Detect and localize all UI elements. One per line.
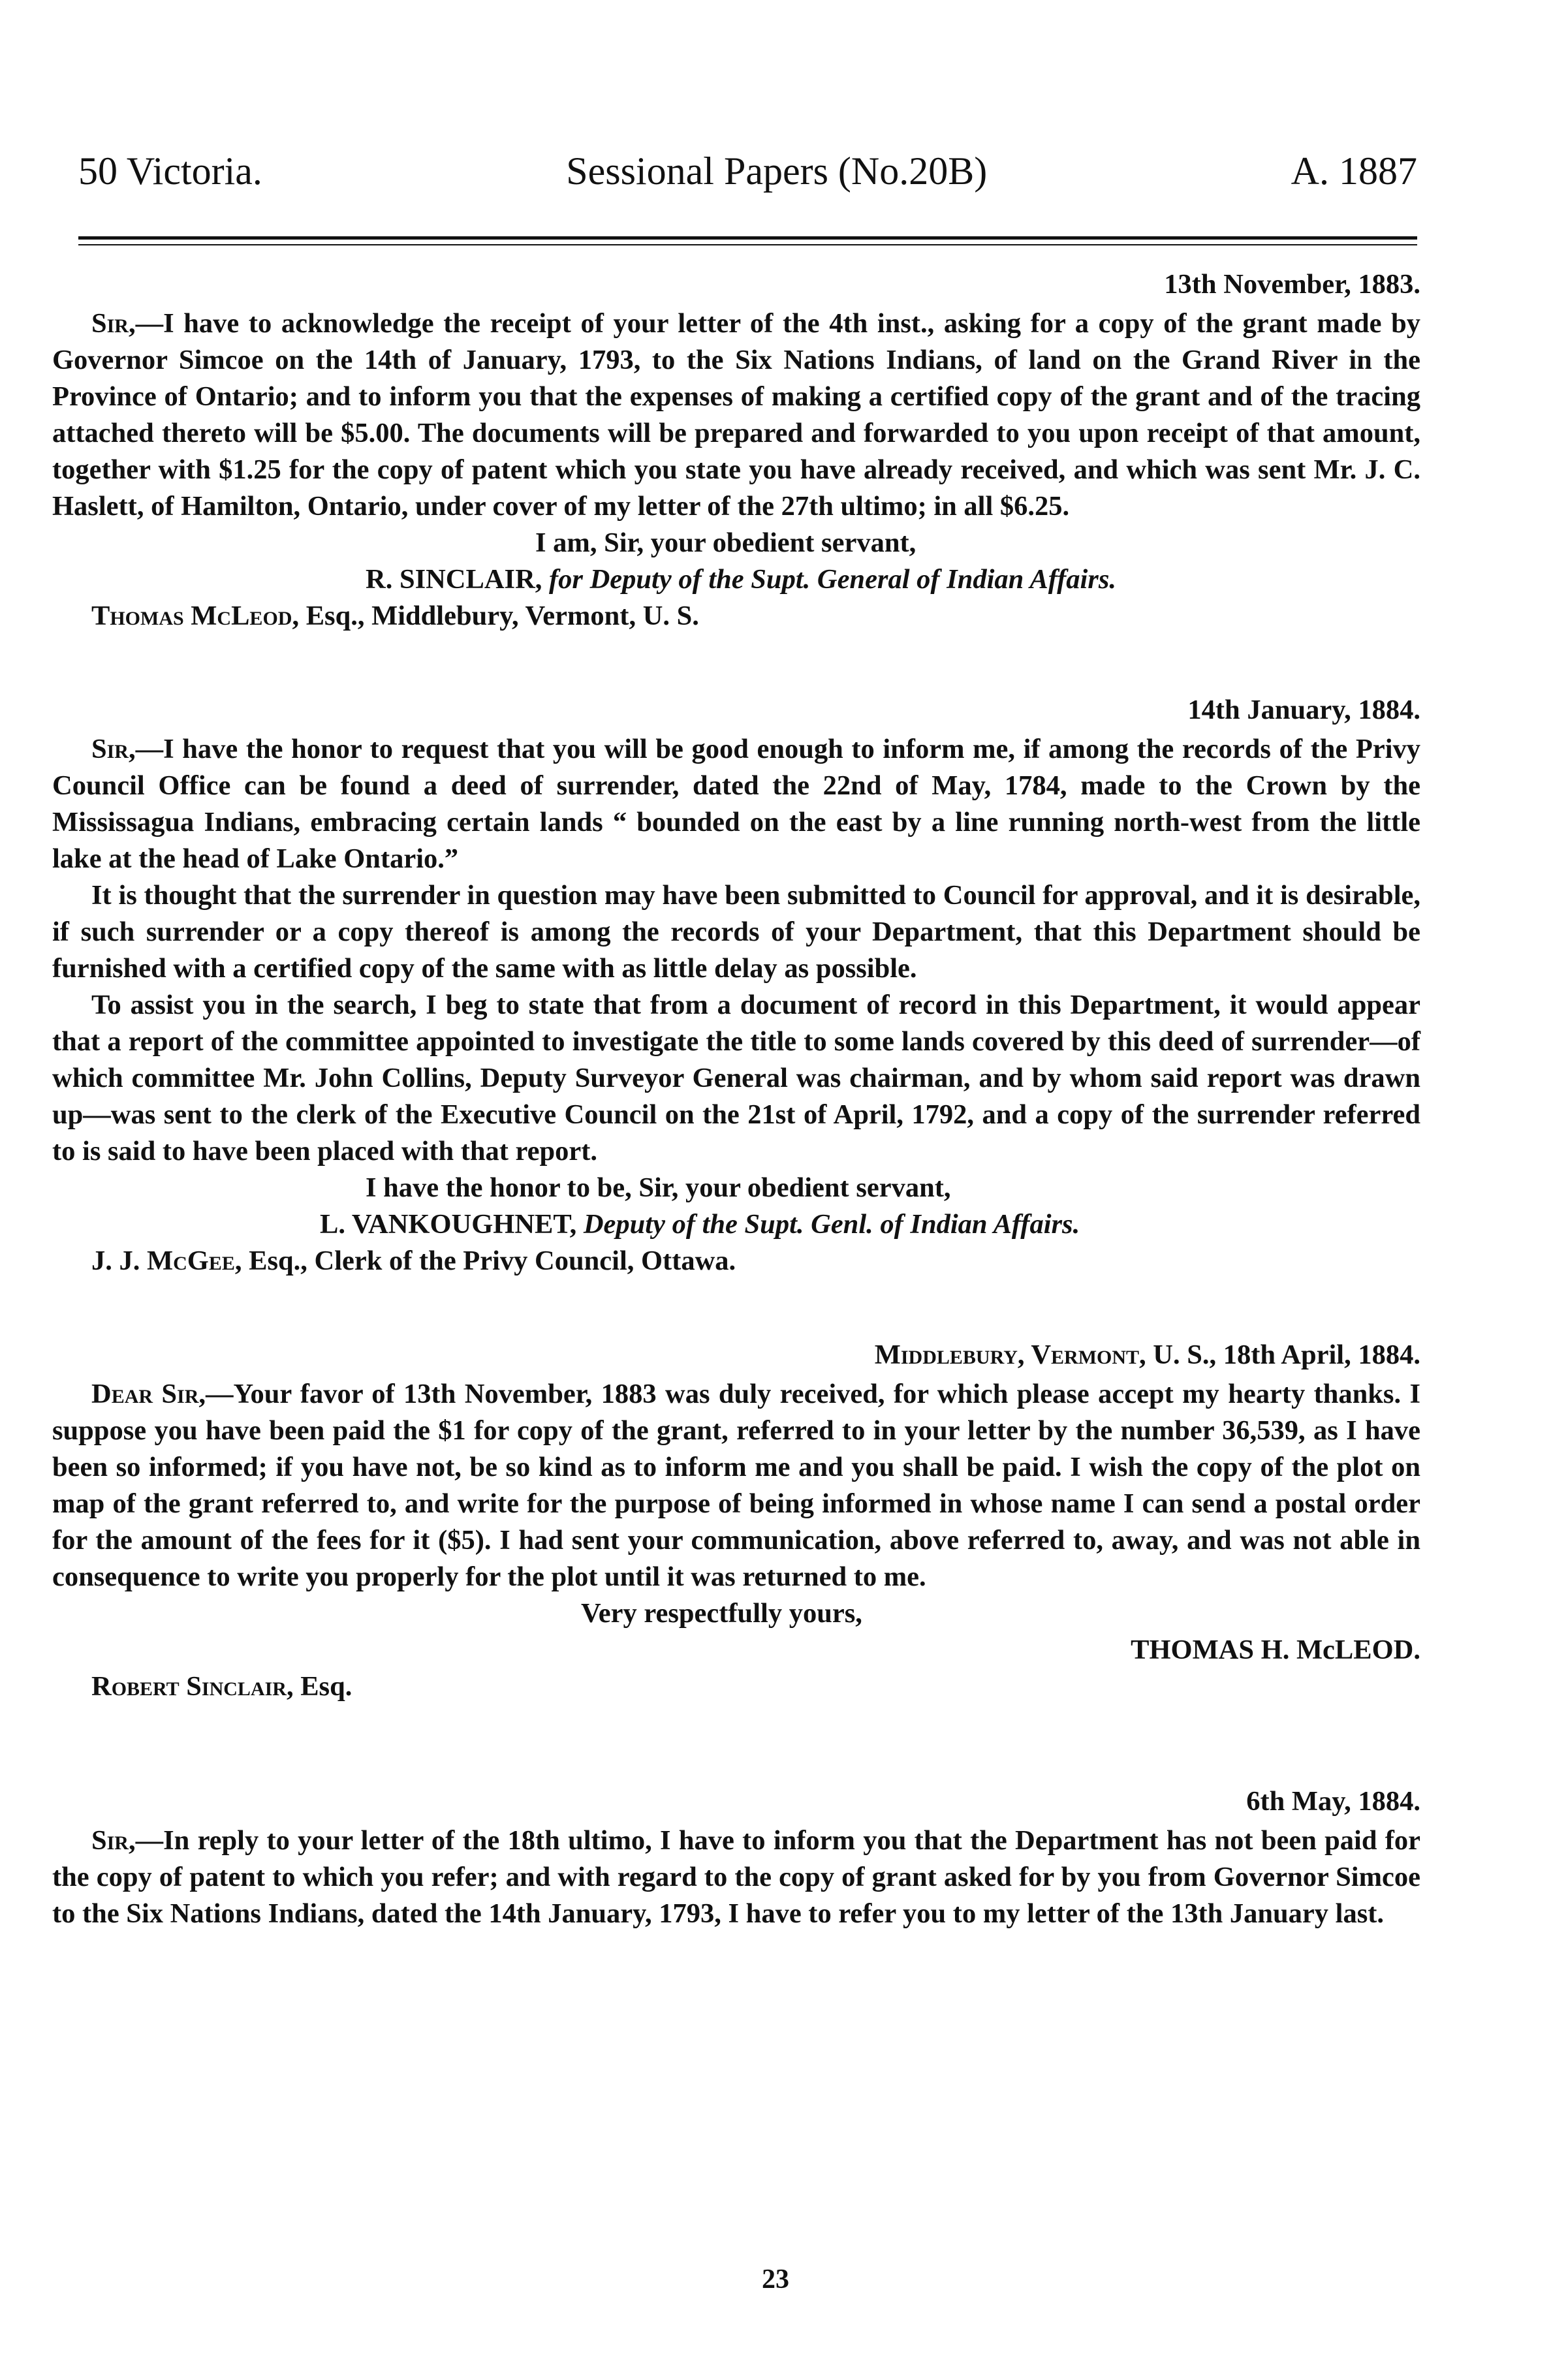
- letter-1-closing: I am, Sir, your obedient servant,: [535, 527, 916, 558]
- letter-3-text: —Your favor of 13th November, 1883 was duly received, for which please accept my hearty thanks. I suppose you have been paid the $1 for copy of the grant, referred to in your letter by the number 36,539, as I have been so informed; if you have not, be so kind as to inform me and you shall be paid. I wish the copy of the plot on map of the grant referred to, and write for the purpose of being informed in whose name I can send a postal order for the amount of the fees for it ($5). I had sent your communication, above referred to, away, and was not able in consequence to write you properly for the plot until it was returned to me.: [52, 1379, 1420, 1592]
- letter-1-signature: [52, 561, 1420, 598]
- signature-title: Deputy of the Supt. Genl. of Indian Affairs.: [583, 1209, 1080, 1240]
- letter-3-place: Middlebury, Vermont: [874, 1339, 1140, 1370]
- letter-3-addressee: [52, 1668, 1420, 1705]
- letter-2-date: 14th January, 1884.: [1187, 695, 1420, 725]
- page-number: 23: [762, 2264, 789, 2294]
- signature-name: R. SINCLAIR,: [366, 564, 542, 595]
- header-title: Sessional Papers (No.20B): [566, 149, 988, 193]
- letter-2-para-1: [52, 731, 1420, 877]
- letter-1-addressee: [52, 598, 1420, 634]
- addressee-address: , Esq., Clerk of the Privy Council, Ottawa.: [234, 1245, 736, 1276]
- letter-2-text-1: —I have the honor to request that you will be good enough to inform me, if among the records of the Privy Council Office can be found a deed of surrender, dated the 22nd of May, 1784, made to the Crown by the Mississagua Indians, embracing certain lands “ bounded on the east by a line running north-west from the little lake at the head of Lake Ontario.”: [52, 734, 1420, 874]
- header-year: A. 1887: [1291, 149, 1417, 193]
- salutation: Sir,: [91, 1825, 136, 1856]
- letter-3-date: , U. S., 18th April, 1884.: [1139, 1339, 1420, 1370]
- salutation: Sir,: [91, 734, 136, 764]
- letter-2-closing: I have the honor to be, Sir, your obedient servant,: [366, 1172, 951, 1203]
- salutation: Sir,: [91, 308, 136, 339]
- letter-3-body: [52, 1376, 1420, 1595]
- letter-4-body: [52, 1823, 1420, 1932]
- spacer: [52, 1705, 1420, 1783]
- addressee-name: J. J. McGee: [91, 1245, 235, 1276]
- letter-2-para-3: To assist you in the search, I beg to state that from a document of record in this Department, it would appear that a report of the committee appointed to investigate the title to some lands covered by this deed of surrender—of which committee Mr. John Collins, Deputy Surveyor General was chairman, and by whom said report was drawn up—was sent to the clerk of the Executive Council on the 21st of April, 1792, and a copy of the surrender referred to is said to have been placed with that report.: [52, 990, 1420, 1167]
- letter-1: [52, 266, 1420, 634]
- letter-2-signature: [52, 1206, 1420, 1243]
- letter-4: [52, 1783, 1420, 1932]
- letter-3: [52, 1337, 1420, 1705]
- document-body: [52, 266, 1420, 1932]
- spacer: [52, 634, 1420, 692]
- signature-name: L. VANKOUGHNET,: [320, 1209, 577, 1240]
- salutation: Dear Sir,: [91, 1379, 206, 1409]
- letter-1-body: [52, 305, 1420, 525]
- letter-1-text: —I have to acknowledge the receipt of your letter of the 4th inst., asking for a copy of the grant made by Governor Simcoe on the 14th of January, 1793, to the Six Nations Indians, of land on the Grand River in the Province of Ontario; and to inform you that the expenses of making a certified copy of the grant and of the tracing attached thereto will be $5.00. The documents will be prepared and forwarded to you upon receipt of that amount, together with $1.25 for the copy of patent which you state you have already received, and which was sent Mr. J. C. Haslett, of Hamilton, Ontario, under cover of my letter of the 27th ultimo; in all $6.25.: [52, 308, 1420, 522]
- running-header: [78, 149, 1417, 194]
- letter-3-signature: THOMAS H. McLEOD.: [1131, 1635, 1420, 1665]
- spacer: [52, 1279, 1420, 1337]
- letter-2: [52, 692, 1420, 1279]
- letter-2-para-2: It is thought that the surrender in question may have been submitted to Council for approval, and it is desirable, if such surrender or a copy thereof is among the records of your Department, that this Department should be furnished with a certified copy of the same with as little delay as possible.: [52, 880, 1420, 984]
- header-rule-thin: [78, 244, 1417, 245]
- signature-title: for Deputy of the Supt. General of Indian Affairs.: [549, 564, 1116, 595]
- addressee-address: , Esq.: [286, 1671, 352, 1702]
- header-session: 50 Victoria.: [78, 149, 262, 193]
- letter-4-date: 6th May, 1884.: [1246, 1786, 1420, 1817]
- addressee-name: Thomas McLeod: [91, 601, 292, 631]
- addressee-name: Robert Sinclair: [91, 1671, 287, 1702]
- letter-2-addressee: [52, 1243, 1420, 1279]
- header-rule-thick: [78, 236, 1417, 240]
- letter-4-text: —In reply to your letter of the 18th ultimo, I have to inform you that the Department has not been paid for the copy of patent to which you refer; and with regard to the copy of grant asked for by you from Governor Simcoe to the Six Nations Indians, dated the 14th January, 1793, I have to refer you to my letter of the 13th January last.: [52, 1825, 1420, 1929]
- letter-1-date: 13th November, 1883.: [1164, 269, 1420, 300]
- letter-3-dateline: [52, 1337, 1420, 1373]
- addressee-address: , Esq., Middlebury, Vermont, U. S.: [292, 601, 699, 631]
- letter-3-closing: Very respectfully yours,: [581, 1598, 862, 1629]
